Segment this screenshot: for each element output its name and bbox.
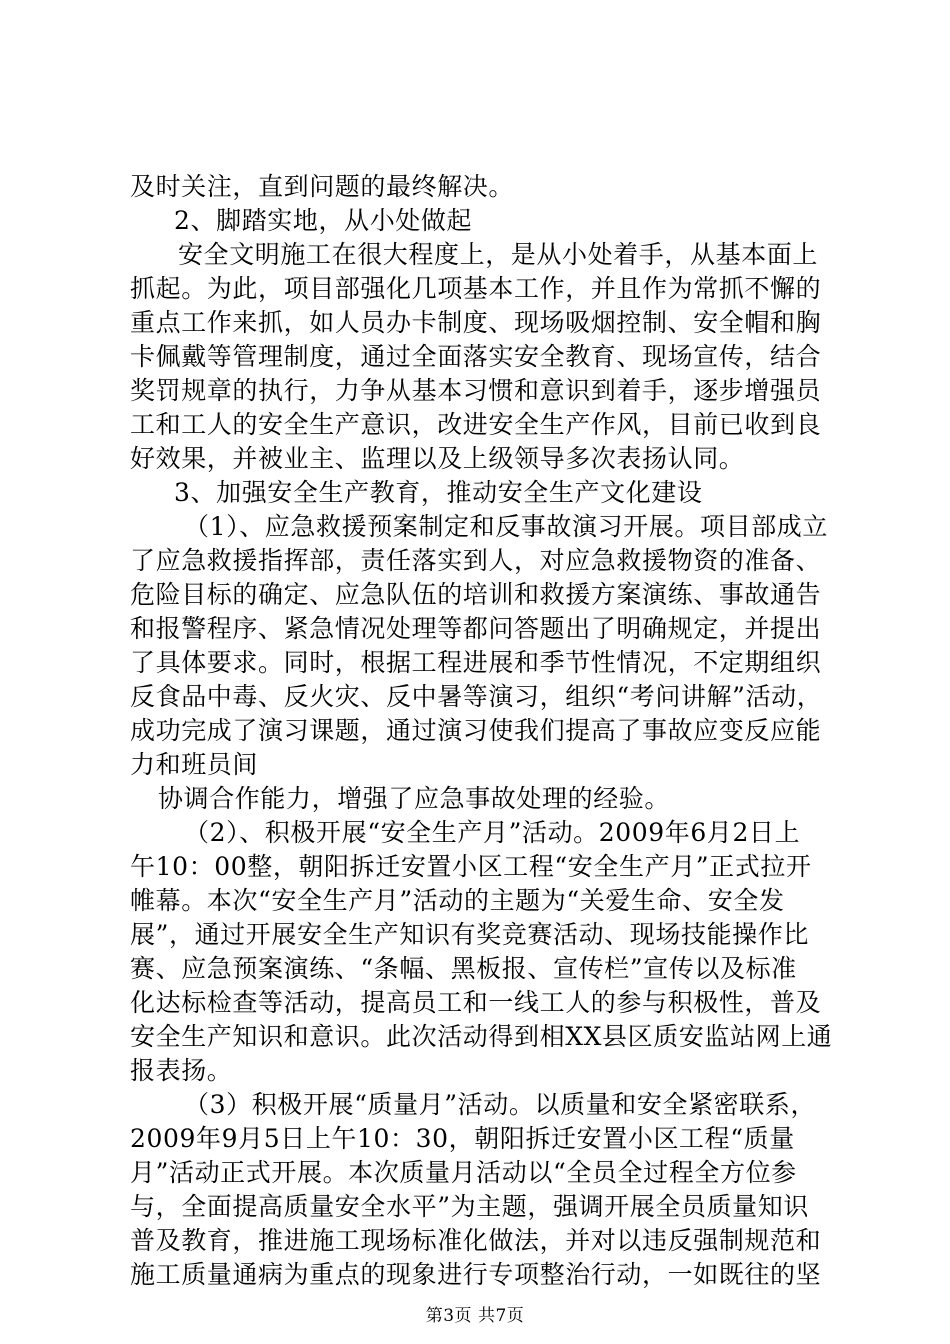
text-line: 施工质量通病为重点的现象进行专项整治行动，一如既往的坚 [130, 1260, 822, 1289]
paragraph-start: 协调合作能力，增强了应急事故处理的经验。 [158, 784, 671, 813]
text-line: 安全生产知识和意识。此次活动得到相XX县区质安监站网上通 [130, 1022, 833, 1051]
document-body [130, 170, 833, 1292]
text-line: 卡佩戴等管理制度，通过全面落实安全教育、现场宣传，结合 [130, 342, 822, 371]
text-line: 普及教育，推进施工现场标准化做法，并对以违反强制规范和 [130, 1226, 822, 1255]
text-line: 2009年9月5日上午10：30，朝阳拆迁安置小区工程“质量 [130, 1124, 795, 1153]
text-line: 报表扬。 [130, 1056, 233, 1085]
paragraph-start: （2）、积极开展“安全生产月”活动。2009年6月2日上 [184, 818, 801, 847]
text-line: 重点工作来抓，如人员办卡制度、现场吸烟控制、安全帽和胸 [130, 308, 822, 337]
paragraph-start: 安全文明施工在很大程度上，是从小处着手，从基本面上 [178, 240, 819, 269]
text-line: 好效果，并被业主、监理以及上级领导多次表扬认同。 [130, 444, 745, 473]
section-heading: 2、脚踏实地，从小处做起 [174, 206, 473, 235]
text-line: 抓起。为此，项目部强化几项基本工作，并且作为常抓不懈的 [130, 274, 822, 303]
section-heading: 3、加强安全生产教育，推动安全生产文化建设 [174, 478, 703, 507]
page-footer: 第3页 共7页 [425, 1306, 525, 1326]
paragraph-start: （3）积极开展“质量月”活动。以质量和安全紧密联系， [184, 1090, 817, 1119]
text-line: 了应急救援指挥部，责任落实到人，对应急救援物资的准备、 [130, 546, 822, 575]
paragraph-start: （1）、应急救援预案制定和反事故演习开展。项目部成立 [184, 512, 829, 541]
text-line: 力和班员间 [130, 750, 259, 779]
text-line: 了具体要求。同时，根据工程进展和季节性情况，不定期组织 [130, 648, 822, 677]
text-line: 午10：00整，朝阳拆迁安置小区工程“安全生产月”正式拉开 [130, 852, 812, 881]
text-line: 展”，通过开展安全生产知识有奖竞赛活动、现场技能操作比 [130, 920, 809, 949]
text-line: 奖罚规章的执行，力争从基本习惯和意识到着手，逐步增强员 [130, 376, 822, 405]
text-line: 与，全面提高质量安全水平”为主题，强调开展全员质量知识 [130, 1192, 809, 1221]
text-line: 危险目标的确定、应急队伍的培训和救援方案演练、事故通告 [130, 580, 822, 609]
text-line: 赛、应急预案演练、“条幅、黑板报、宣传栏”宣传以及标准 [130, 954, 797, 983]
text-line: 月”活动正式开展。本次质量月活动以“全员全过程全方位参 [130, 1158, 797, 1187]
text-line: 成功完成了演习课题，通过演习使我们提高了事故应变反应能 [130, 716, 822, 745]
text-line: 工和工人的安全生产意识，改进安全生产作风，目前已收到良 [130, 410, 822, 439]
text-line: 及时关注，直到问题的最终解决。 [130, 172, 515, 201]
text-line: 反食品中毒、反火灾、反中暑等演习，组织“考问讲解”活动， [130, 682, 823, 711]
text-line: 帷幕。本次“安全生产月”活动的主题为“关爱生命、安全发 [130, 886, 785, 915]
text-line: 化达标检查等活动，提高员工和一线工人的参与积极性，普及 [130, 988, 822, 1017]
text-line: 和报警程序、紧急情况处理等都问答题出了明确规定，并提出 [130, 614, 822, 643]
